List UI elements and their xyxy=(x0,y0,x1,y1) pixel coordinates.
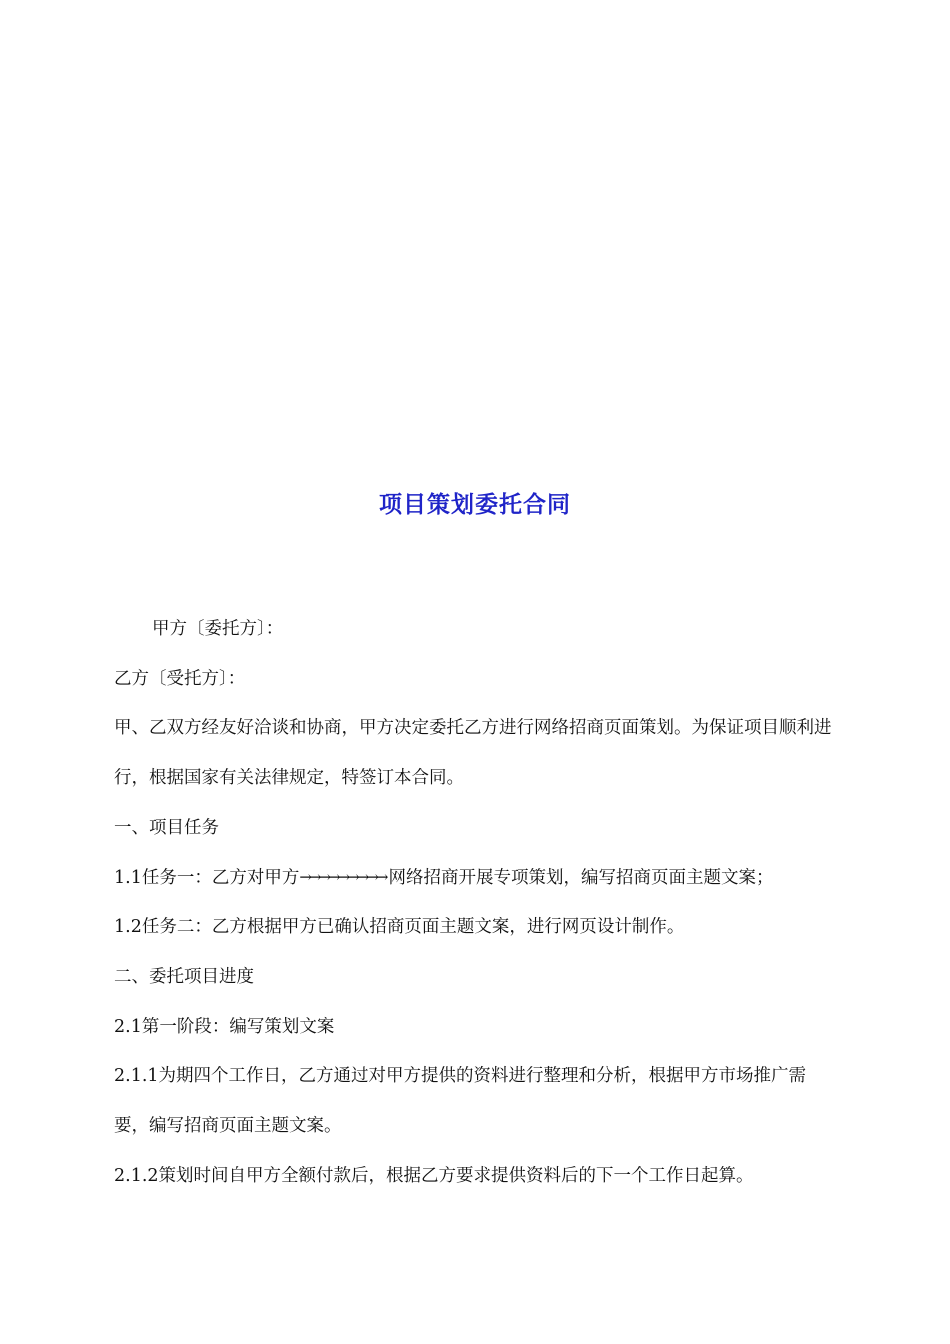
item-2-1: 2.1第一阶段：编写策划文案 xyxy=(114,1016,335,1037)
item-2-1-1: 2.1.1为期四个工作日，乙方通过对甲方提供的资料进行整理和分析，根据甲方市场推广需要，编写招商页面主题文案。 xyxy=(114,1066,807,1137)
item-1-2: 1.2任务二：乙方根据甲方已确认招商页面主题文案，进行网页设计制作。 xyxy=(114,917,685,938)
document-title: 项目策划委托合同 xyxy=(379,492,571,518)
party-b-line: 乙方〔受托方〕： xyxy=(114,668,246,689)
section-heading-1: 一、项目任务 xyxy=(114,817,219,838)
item-1-1 xyxy=(114,854,838,904)
party-a-line: 甲方〔委托方〕： xyxy=(152,619,284,639)
document-body xyxy=(114,605,838,1201)
section-heading-2: 二、委托项目进度 xyxy=(114,966,254,987)
item-1-1-prefix: 1.1任务一：乙方对甲方 xyxy=(114,867,300,888)
intro-paragraph: 甲、乙双方经友好洽谈和协商，甲方决定委托乙方进行网络招商页面策划。为保证项目顺利进行，根据国家有关法律规定，特签订本合同。 xyxy=(114,718,832,789)
item-2-1-2: 2.1.2策划时间自甲方全额付款后，根据乙方要求提供资料后的下一个工作日起算。 xyxy=(114,1165,754,1186)
blank-arrow-placeholder: →→→→→→→→→ xyxy=(299,867,386,886)
item-1-1-suffix: 网络招商开展专项策划，编写招商页面主题文案； xyxy=(388,867,774,888)
